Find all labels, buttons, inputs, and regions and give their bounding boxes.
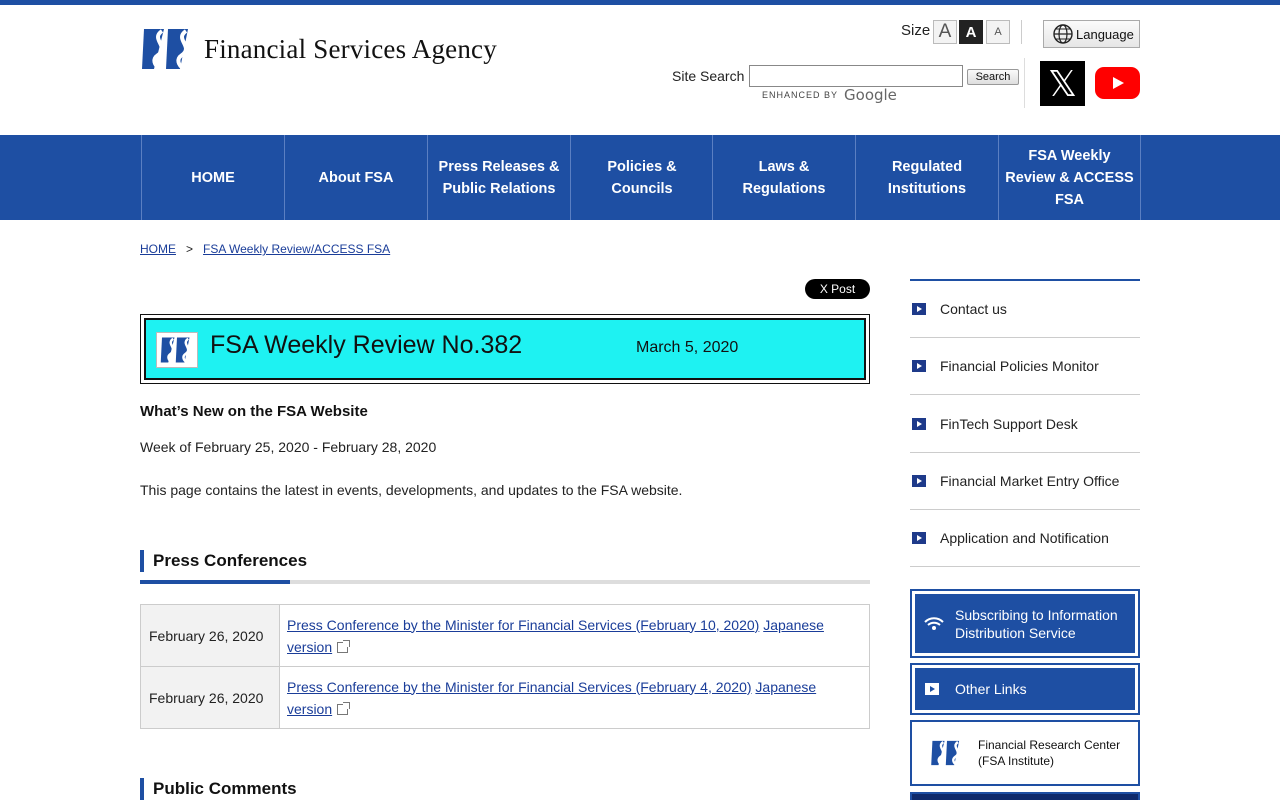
sidebar-item-market-entry[interactable] — [910, 453, 1140, 510]
header-divider — [1021, 20, 1022, 44]
nav-item-home[interactable]: HOME — [141, 135, 284, 220]
research-center-label — [978, 737, 1120, 769]
japanese-link-text: Japanese — [763, 616, 824, 633]
search-button[interactable]: Search — [967, 69, 1019, 85]
breadcrumb-home-link[interactable]: HOME — [140, 242, 176, 256]
subscribe-label-line1: Subscribing to Information — [955, 606, 1118, 623]
breadcrumb-current-link[interactable]: FSA Weekly Review/ACCESS FSA — [203, 242, 391, 256]
font-size-small-button[interactable]: A — [986, 20, 1010, 44]
arrow-right-icon — [912, 475, 926, 487]
press-conference-link[interactable]: Press Conference by the Minister for Financial Services (February 4, 2020) — [287, 678, 752, 695]
sidebar-item-label: Financial Policies Monitor — [940, 358, 1099, 374]
japanese-link-text: version — [287, 700, 333, 717]
arrow-right-icon — [912, 360, 926, 372]
sidebar-item-label: Application and Notification — [940, 530, 1109, 546]
sidebar-item-application[interactable] — [910, 510, 1140, 567]
fsa-emblem-icon — [140, 25, 196, 73]
google-branding — [762, 86, 897, 104]
nav-item-laws-regulations[interactable]: Laws & Regulations — [712, 135, 855, 220]
sidebar-item-label: Contact us — [940, 301, 1007, 317]
arrow-right-icon — [925, 683, 939, 695]
press-conferences-heading — [140, 550, 870, 584]
language-button[interactable] — [1043, 20, 1140, 48]
x-post-button[interactable]: X Post — [805, 279, 870, 299]
row-date: February 26, 2020 — [141, 605, 280, 667]
breadcrumb — [140, 242, 390, 256]
subscribe-label-line2: Distribution Service — [955, 624, 1076, 641]
heading-accent-bar — [140, 550, 144, 572]
x-icon[interactable]: 𝕏 — [1040, 61, 1085, 106]
heading-accent-bar — [140, 778, 144, 800]
nav-item-about-fsa[interactable]: About FSA — [284, 135, 427, 220]
japanese-link-text: version — [287, 638, 333, 655]
public-comments-heading — [140, 778, 870, 800]
size-label: Size — [901, 22, 931, 39]
row-content — [280, 667, 870, 729]
other-links-inner — [914, 667, 1136, 711]
press-conferences-table — [140, 604, 870, 729]
intro-text: This page contains the latest in events, developments, and updates to the FSA website. — [140, 482, 683, 498]
heading-underline-accent — [140, 580, 290, 584]
sidebar-item-label: FinTech Support Desk — [940, 416, 1078, 432]
press-conference-link[interactable]: Press Conference by the Minister for Financial Services (February 10, 2020) — [287, 616, 760, 633]
sidebar-item-contact-us[interactable] — [910, 281, 1140, 338]
top-accent-bar — [0, 0, 1280, 5]
globe-icon — [1052, 23, 1074, 45]
section-title: Public Comments — [153, 779, 297, 798]
section-title: Press Conferences — [153, 551, 308, 570]
sidebar-banner-partial[interactable] — [910, 792, 1140, 800]
subscribe-inner — [914, 593, 1136, 654]
week-range-text: Week of February 25, 2020 - February 28, 2020 — [140, 439, 437, 455]
nav-item-policies-councils[interactable]: Policies & Councils — [570, 135, 713, 220]
row-content — [280, 605, 870, 667]
wifi-icon — [923, 615, 945, 633]
logo-text: Financial Services Agency — [204, 33, 497, 64]
fsa-emblem-icon — [930, 738, 964, 768]
whats-new-heading: What’s New on the FSA Website — [140, 403, 368, 420]
fsa-logo[interactable] — [140, 24, 497, 74]
breadcrumb-separator: > — [186, 242, 194, 256]
banner-inner — [144, 318, 866, 380]
japanese-link-text: Japanese — [755, 678, 817, 695]
nav-item-press-releases[interactable]: Press Releases & Public Relations — [427, 135, 570, 220]
youtube-icon[interactable] — [1095, 67, 1140, 99]
fsa-emblem-icon — [156, 332, 198, 368]
research-label-line1: Financial Research Center — [978, 738, 1121, 752]
external-link-icon — [337, 642, 348, 653]
font-size-medium-button[interactable]: A — [959, 20, 983, 44]
table-row — [141, 667, 870, 729]
font-size-large-button[interactable]: A — [933, 20, 957, 44]
banner-title: FSA Weekly Review No.382 — [210, 331, 523, 359]
site-search-input[interactable] — [749, 65, 963, 87]
research-center-button[interactable] — [910, 720, 1140, 786]
sidebar-item-fintech-desk[interactable] — [910, 396, 1140, 453]
enhanced-by-label: ENHANCED BY — [762, 90, 839, 100]
main-navigation — [0, 135, 1280, 220]
google-wordmark: Google — [844, 86, 897, 104]
sidebar-item-policies-monitor[interactable] — [910, 338, 1140, 395]
arrow-right-icon — [912, 303, 926, 315]
other-links-label: Other Links — [955, 681, 1027, 697]
play-icon — [1110, 75, 1126, 91]
nav-item-weekly-review[interactable]: FSA Weekly Review & ACCESS FSA — [998, 135, 1141, 220]
table-row — [141, 605, 870, 667]
sidebar-item-label: Financial Market Entry Office — [940, 473, 1120, 489]
banner-date: March 5, 2020 — [636, 339, 739, 356]
arrow-right-icon — [912, 532, 926, 544]
weekly-review-banner — [140, 314, 870, 384]
site-search-label: Site Search — [672, 68, 745, 84]
arrow-right-icon — [912, 418, 926, 430]
other-links-button[interactable] — [910, 663, 1140, 715]
language-label: Language — [1076, 26, 1134, 42]
research-label-line2: (FSA Institute) — [978, 754, 1055, 768]
nav-item-regulated-institutions[interactable]: Regulated Institutions — [855, 135, 998, 220]
header-divider — [1024, 58, 1025, 108]
row-date: February 26, 2020 — [141, 667, 280, 729]
subscribe-info-button[interactable] — [910, 589, 1140, 658]
external-link-icon — [337, 704, 348, 715]
